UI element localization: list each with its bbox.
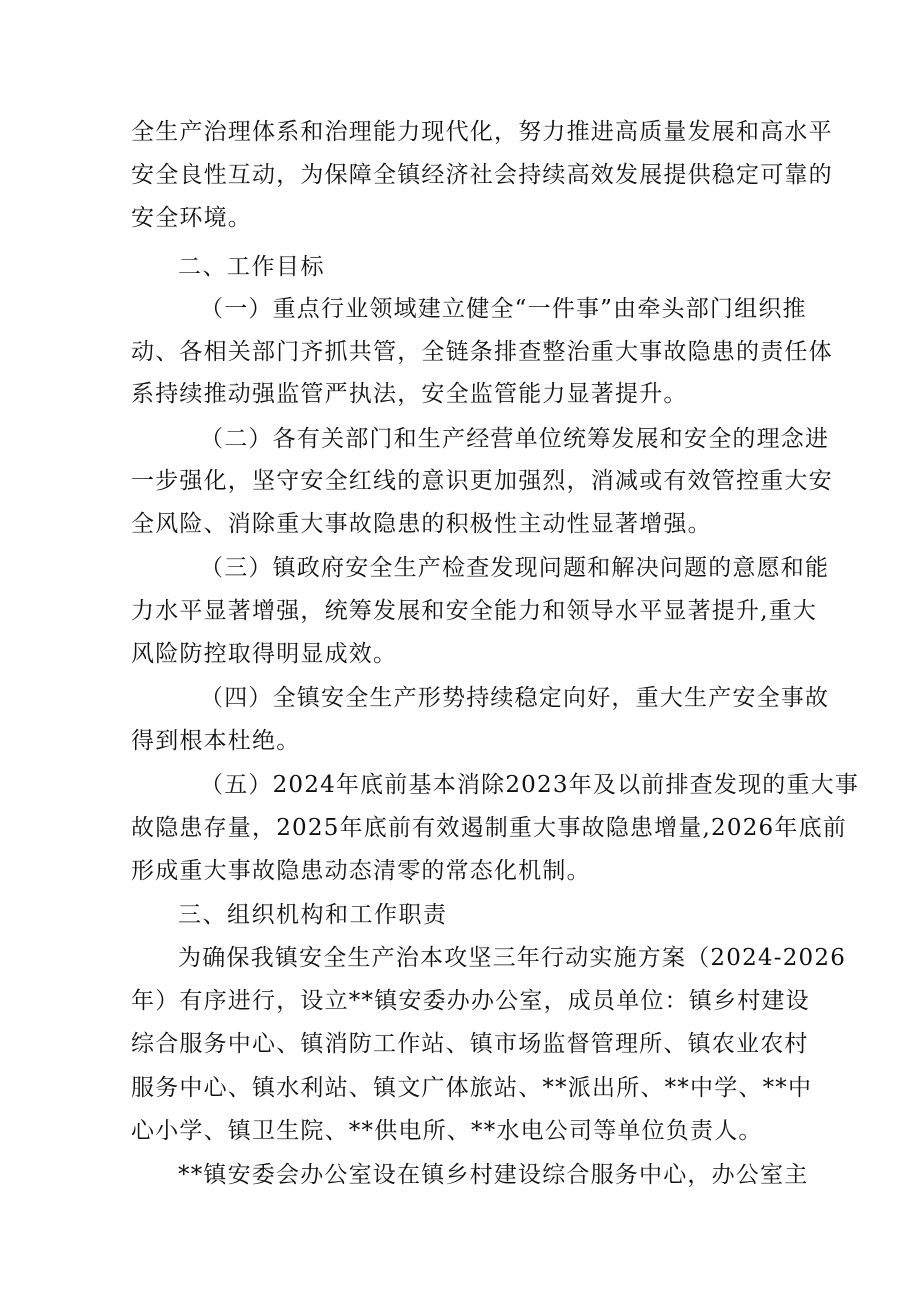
paragraph-line: （三）镇政府安全生产检查发现问题和解决问题的意愿和能 [200, 555, 830, 581]
section-heading-organization: 三、组织机构和工作职责 [178, 902, 448, 928]
paragraph-line: 动、各相关部门齐抓共管，全链条排查整治重大事故隐患的责任体 [131, 339, 833, 365]
paragraph-line: 服务中心、镇水利站、镇文广体旅站、**派出所、**中学、**中 [131, 1075, 813, 1101]
paragraph-line: 形成重大事故隐患动态清零的常态化机制。 [131, 858, 591, 884]
paragraph-line: 心小学、镇卫生院、**供电所、**水电公司等单位负责人。 [131, 1118, 763, 1144]
paragraph-line: 全生产治理体系和治理能力现代化，努力推进高质量发展和高水平 [131, 119, 833, 145]
paragraph-line: 综合服务中心、镇消防工作站、镇市场监督管理所、镇农业农村 [131, 1031, 809, 1057]
paragraph-line: 一步强化，坚守安全红线的意识更加强烈，消减或有效管控重大安 [131, 468, 833, 494]
paragraph-line: 故隐患存量，2025年底前有效遏制重大事故隐患增量,2026年底前 [131, 815, 847, 841]
paragraph-line: 力水平显著增强，统筹发展和安全能力和领导水平显著提升,重大 [131, 598, 818, 624]
paragraph-line: 安全良性互动，为保障全镇经济社会持续高效发展提供稳定可靠的 [131, 162, 833, 188]
section-heading-work-goals: 二、工作目标 [178, 254, 325, 280]
paragraph-line: 年）有序进行，设立**镇安委办办公室，成员单位：镇乡村建设 [131, 988, 810, 1014]
paragraph-line: 全风险、消除重大事故隐患的积极性主动性显著增强。 [131, 511, 712, 537]
paragraph-line: 为确保我镇安全生产治本攻坚三年行动实施方案（2024-2026 [178, 945, 847, 971]
paragraph-line: （五）2024年底前基本消除2023年及以前排查发现的重大事 [200, 772, 860, 798]
paragraph-line: （一）重点行业领域建立健全“一件事”由牵头部门组织推 [200, 296, 807, 322]
paragraph-line: 安全环境。 [131, 205, 252, 231]
paragraph-line: **镇安委会办公室设在镇乡村建设综合服务中心，办公室主 [178, 1162, 809, 1188]
paragraph-line: （二）各有关部门和生产经营单位统筹发展和安全的理念进 [200, 426, 830, 452]
paragraph-line: 系持续推动强监管严执法，安全监管能力显著提升。 [131, 381, 688, 407]
paragraph-line: （四）全镇安全生产形势持续稳定向好，重大生产安全事故 [200, 685, 830, 711]
paragraph-line: 得到根本杜绝。 [131, 728, 301, 754]
paragraph-line: 风险防控取得明显成效。 [131, 641, 398, 667]
